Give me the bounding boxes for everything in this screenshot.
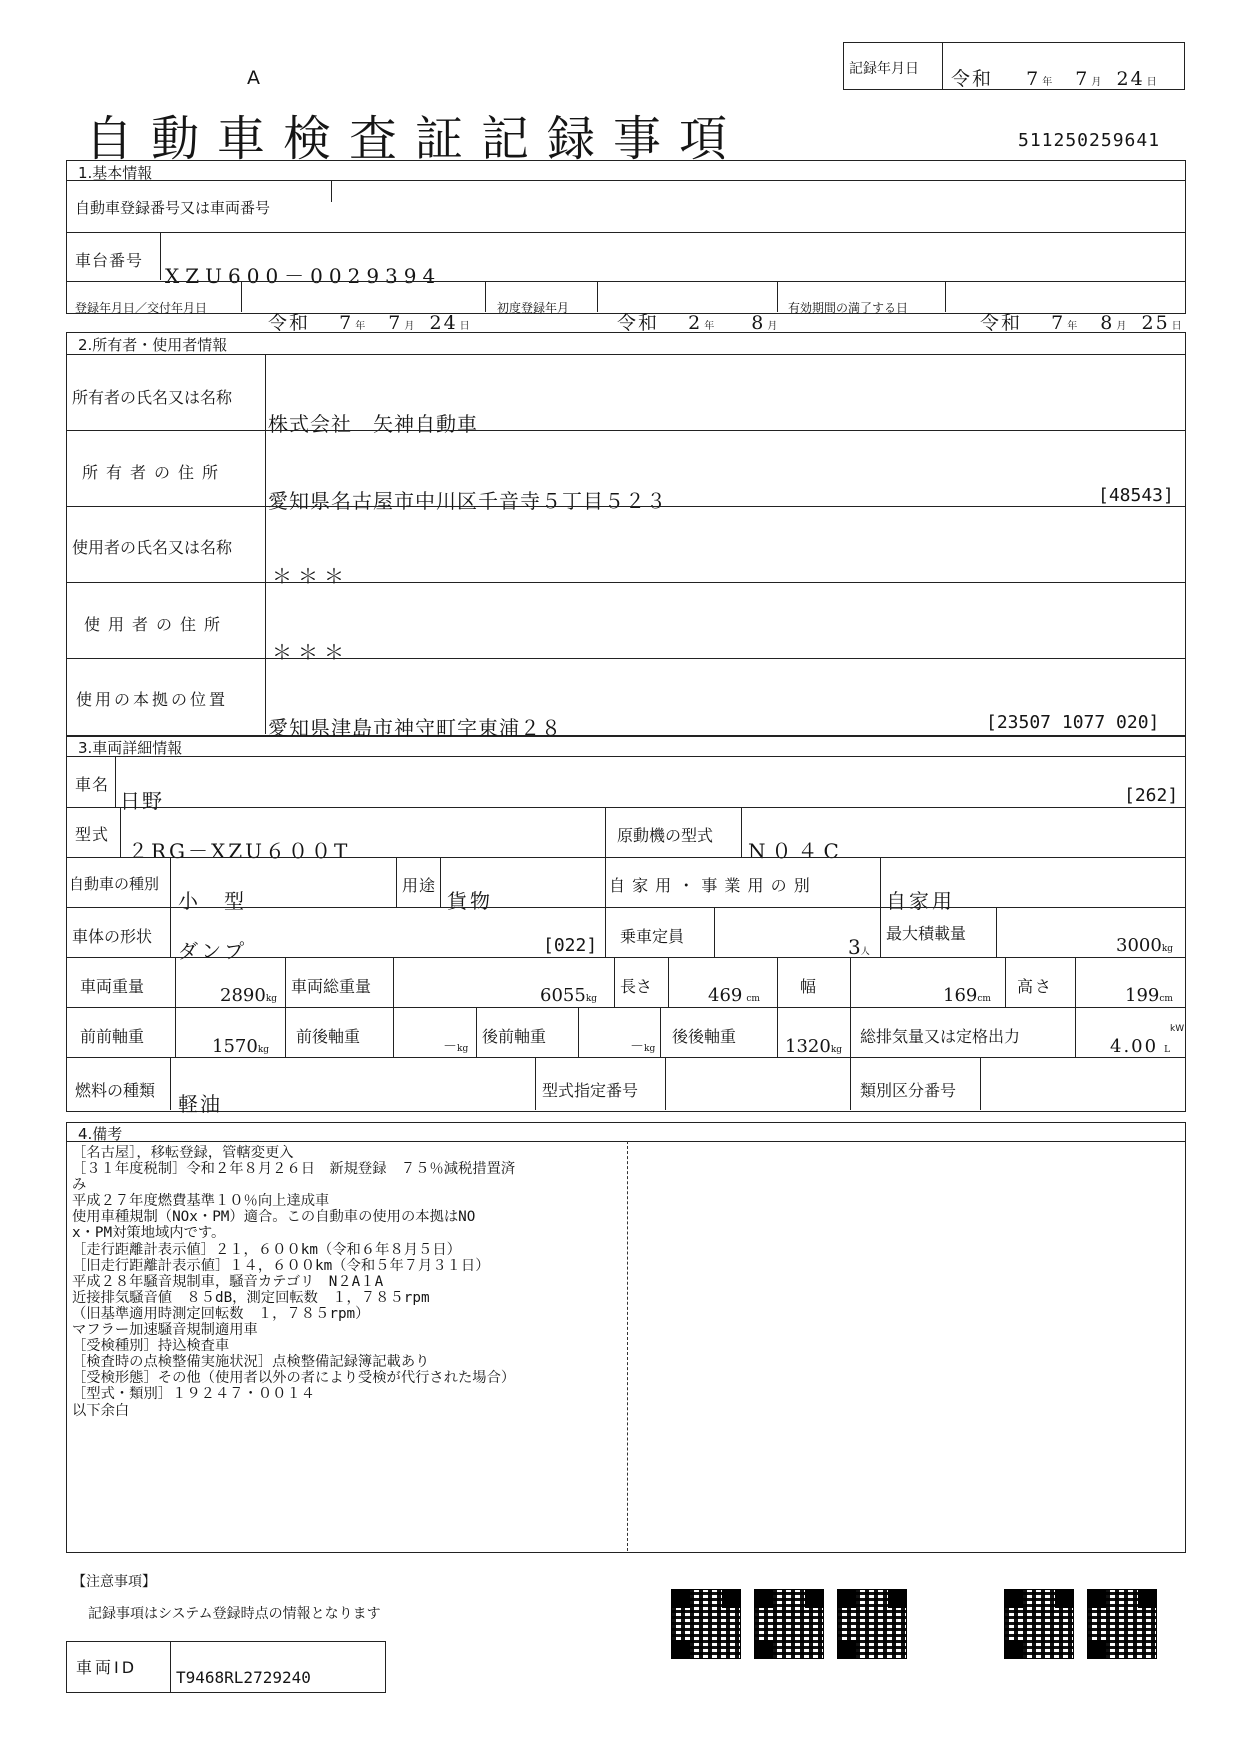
remark-line: ［３１年度税制］令和２年８月２６日 新規登録 ７５％減税措置済 xyxy=(72,1161,516,1178)
make: 日野 xyxy=(120,789,164,813)
engine-model: N０４C xyxy=(748,839,845,863)
reg-date: 令和 7 年 7 月 24 日 xyxy=(268,312,472,334)
document-title: 自動車検査証記録事項 xyxy=(85,111,746,167)
displacement-label: 総排気量又は定格出力 xyxy=(860,1027,1021,1046)
model: ２RG－XZU６００T xyxy=(128,839,351,863)
remark-line: ［型式・類別］１９２４７・００１４ xyxy=(72,1386,316,1403)
height: 199cm xyxy=(1125,985,1173,1006)
basic-section-title: 1.基本情報 xyxy=(78,164,153,182)
remark-line: 近接排気騒音値 ８５dB，測定回転数 １，７８５rpm xyxy=(72,1289,430,1306)
user-name: ＊＊＊ xyxy=(272,564,350,588)
reg-date-label: 登録年月日／交付年月日 xyxy=(75,301,208,315)
capacity-label: 乗車定員 xyxy=(620,927,685,946)
use: 貨物 xyxy=(447,889,493,913)
user-address: ＊＊＊ xyxy=(272,640,350,664)
rr-axle-label: 後後軸重 xyxy=(672,1027,737,1046)
body-label: 車体の形状 xyxy=(72,927,153,946)
document-number: 511250259641 xyxy=(1018,130,1161,151)
user-name-label: 使用者の氏名又は名称 xyxy=(72,538,233,557)
weight: 2890kg xyxy=(220,985,278,1006)
remark-line: ［走行距離計表示値］２１，６００km（令和６年８月５日） xyxy=(72,1241,461,1258)
chassis-label: 車台番号 xyxy=(75,251,144,270)
fr-axle-label: 前後軸重 xyxy=(296,1027,361,1046)
rr-axle: 1320kg xyxy=(785,1036,843,1057)
expiry-label: 有効期間の満了する日 xyxy=(788,301,909,315)
qr-code-5 xyxy=(1088,1590,1156,1658)
width-label: 幅 xyxy=(800,977,818,996)
use-label: 用途 xyxy=(402,876,437,895)
user-address-label: 使用者の住所 xyxy=(84,615,229,634)
owner-section-title: 2.所有者・使用者情報 xyxy=(78,336,228,354)
remark-line: ［名古屋］，移転登録，管轄変更入 xyxy=(72,1145,294,1161)
base-location: 愛知県津島市神守町字東浦２８ xyxy=(268,716,562,740)
remark-line: 以下余白 xyxy=(72,1402,130,1419)
private-label: 自 家 用 ・ 事 業 用 の 別 xyxy=(609,876,811,895)
fuel: 軽油 xyxy=(178,1092,222,1116)
ff-axle-label: 前前軸重 xyxy=(80,1027,145,1046)
category-label: 類別区分番号 xyxy=(860,1081,957,1100)
body: ダンプ xyxy=(178,939,248,963)
remark-line: み xyxy=(72,1177,87,1194)
form-code: A xyxy=(247,67,260,89)
rf-axle-label: 後前軸重 xyxy=(482,1027,547,1046)
remark-line: x・PM対策地域内です。 xyxy=(72,1225,226,1242)
displacement-unit-kw: kW xyxy=(1170,1024,1185,1034)
record-date-label: 記録年月日 xyxy=(849,61,919,77)
first-reg-date: 令和 2 年 8 月 xyxy=(617,312,780,334)
basic-info-section xyxy=(66,160,1186,314)
gross-weight: 6055kg xyxy=(540,985,598,1006)
body-code: [022] xyxy=(543,935,598,956)
height-label: 高さ xyxy=(1017,977,1054,996)
model-label: 型式 xyxy=(75,825,110,844)
qr-code-2 xyxy=(755,1590,823,1658)
engine-label: 原動機の型式 xyxy=(617,826,714,845)
base-location-code: [23507 1077 020] xyxy=(986,712,1160,733)
reg-number-label: 自動車登録番号又は車両番号 xyxy=(75,199,271,217)
remark-line: 使用車種規制（NOx・PM）適合。この自動車の使用の本拠はNO xyxy=(72,1209,476,1226)
notice-title: 【注意事項】 xyxy=(72,1574,156,1590)
chassis-number: XZU600－0029394 xyxy=(165,264,442,288)
capacity: 3人 xyxy=(848,935,870,959)
remark-line: （旧基準適用時測定回転数 １，７８５rpm） xyxy=(72,1305,370,1322)
designation-label: 型式指定番号 xyxy=(542,1081,639,1100)
vehicle-id: T9468RL2729240 xyxy=(176,1668,311,1687)
qr-code-4 xyxy=(1005,1590,1073,1658)
remark-line: ［旧走行距離計表示値］１４，６００km（令和５年７月３１日） xyxy=(72,1257,490,1274)
expiry-date: 令和 7 年 8 月 25 日 xyxy=(980,312,1184,334)
owner-name: 株式会社 矢神自動車 xyxy=(268,412,478,436)
owner-address-label: 所有者の住所 xyxy=(82,463,227,482)
weight-label: 車両重量 xyxy=(80,977,145,996)
owner-name-label: 所有者の氏名又は名称 xyxy=(72,388,233,407)
length-label: 長さ xyxy=(620,977,653,996)
remark-line: 平成２８年騒音規制車，騒音カテゴリ N２A１A xyxy=(72,1273,384,1290)
remark-line: ［受検種別］持込検査車 xyxy=(72,1338,230,1355)
owner-address-code: [48543] xyxy=(1098,485,1174,506)
payload: 3000kg xyxy=(1116,935,1174,956)
remark-line: ［検査時の点検整備実施状況］点検整備記録簿記載あり xyxy=(72,1354,430,1371)
owner-info-section xyxy=(66,332,1186,736)
make-code: [262] xyxy=(1124,785,1179,806)
fuel-label: 燃料の種類 xyxy=(75,1081,156,1100)
kind-label: 自動車の種別 xyxy=(69,875,160,893)
qr-code-1 xyxy=(672,1590,740,1658)
vehicle-id-label: 車両ID xyxy=(76,1658,138,1677)
rf-axle: －kg xyxy=(630,1039,656,1055)
remark-line: 平成２７年度燃費基準１０％向上達成車 xyxy=(72,1193,330,1210)
remarks-section-title: 4.備考 xyxy=(78,1125,123,1143)
remarks-list xyxy=(72,1145,617,1419)
notice-text: 記録事項はシステム登録時点の情報となります xyxy=(88,1606,381,1622)
qr-code-3 xyxy=(838,1590,906,1658)
displacement: 4.00 L xyxy=(1110,1036,1171,1057)
width: 169cm xyxy=(943,985,991,1006)
owner-address: 愛知県名古屋市中川区千音寺５丁目５２３ xyxy=(268,489,667,513)
vehicle-section-title: 3.車両詳細情報 xyxy=(78,739,183,757)
fr-axle: －kg xyxy=(443,1039,469,1055)
base-location-label: 使用の本拠の位置 xyxy=(76,690,229,709)
ff-axle: 1570kg xyxy=(212,1036,270,1057)
remark-line: マフラー加速騒音規制適用車 xyxy=(72,1322,258,1339)
payload-label: 最大積載量 xyxy=(886,924,967,943)
private: 自家用 xyxy=(886,889,955,913)
length: 469 cm xyxy=(708,985,760,1006)
make-label: 車名 xyxy=(75,775,110,794)
kind: 小 型 xyxy=(178,889,247,913)
record-date: 令和 7 年 7 月 24 日 xyxy=(951,68,1159,90)
gross-label: 車両総重量 xyxy=(291,977,372,996)
remark-line: ［受検形態］その他（使用者以外の者により受検が代行された場合） xyxy=(72,1370,516,1387)
first-reg-label: 初度登録年月 xyxy=(497,301,570,315)
